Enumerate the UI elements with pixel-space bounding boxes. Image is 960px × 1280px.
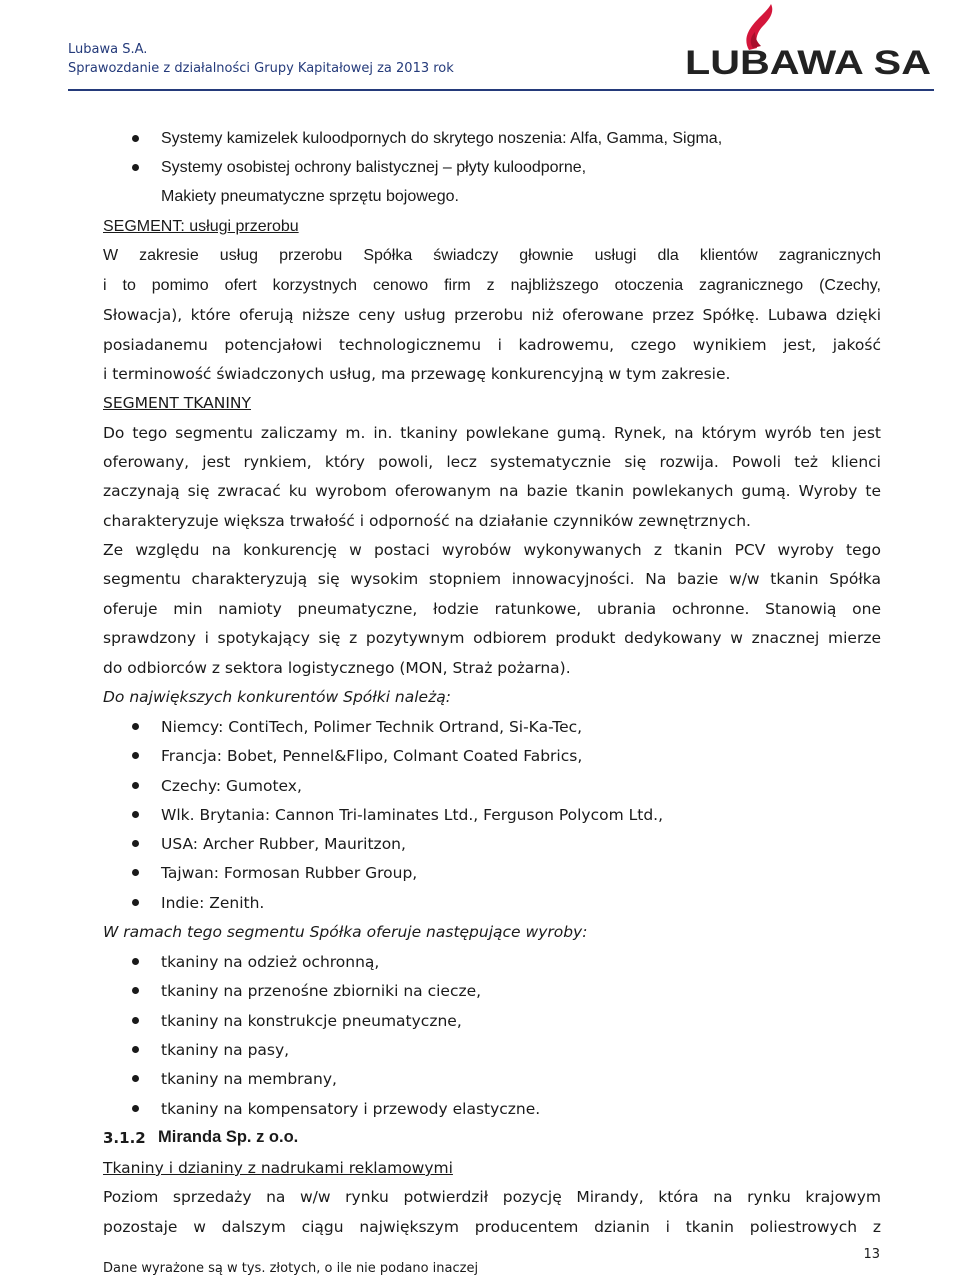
- list-item: Niemcy: ContiTech, Polimer Technik Ortrand, Si-Ka-Tec,: [161, 718, 583, 736]
- bullet-dot: [132, 135, 139, 142]
- list-item: Makiety pneumatyczne sprzętu bojowego.: [161, 188, 459, 205]
- list-item: Francja: Bobet, Pennel&Flipo, Colmant Coated Fabrics,: [161, 747, 583, 765]
- bullet-dot: [132, 987, 139, 994]
- footer-note: Dane wyrażone są w tys. złotych, o ile nie podano inaczej: [103, 1261, 479, 1276]
- report-title: Sprawozdanie z działalności Grupy Kapitałowej za 2013 rok: [68, 61, 454, 76]
- bullet-dot: [132, 1075, 139, 1082]
- list-item: Tajwan: Formosan Rubber Group,: [161, 864, 418, 882]
- list-item: Systemy osobistej ochrony balistycznej – płyty kuloodporne,: [161, 159, 587, 176]
- list-item: tkaniny na kompensatory i przewody elastyczne.: [161, 1100, 541, 1118]
- paragraph-line: Słowacja), które oferują niższe ceny usług przerobu niż oferowane przez Spółkę. Lubawa dzięki: [103, 306, 881, 324]
- bullet-dot: [132, 752, 139, 759]
- paragraph-line: i terminowość świadczonych usług, ma przewagę konkurencyjną w tym zakresie.: [103, 365, 731, 383]
- company-name: Lubawa S.A.: [68, 42, 148, 57]
- paragraph-line: segmentu charakteryzują się wysokim stopniem innowacyjności. Na bazie w/w tkanin Spółka: [103, 570, 881, 588]
- bullet-dot: [132, 782, 139, 789]
- paragraph-line: oferuje min namioty pneumatyczne, łodzie ratunkowe, ubrania ochronne. Stanowią one: [103, 600, 881, 618]
- list-item: Wlk. Brytania: Cannon Tri-laminates Ltd., Ferguson Polycom Ltd.,: [161, 806, 664, 824]
- paragraph-line: W zakresie usług przerobu Spółka świadczy głownie usługi dla klientów zagranicznych: [103, 247, 881, 264]
- list-item: Indie: Zenith.: [161, 894, 265, 912]
- products-heading: W ramach tego segmentu Spółka oferuje następujące wyroby:: [103, 923, 588, 941]
- section-number: 3.1.2: [103, 1129, 146, 1147]
- paragraph-line: pozostaje w dalszym ciągu największym producentem dzianin i tkanin poliestrowych z: [103, 1218, 881, 1236]
- list-item: tkaniny na membrany,: [161, 1070, 337, 1088]
- page-number: 13: [863, 1247, 880, 1262]
- list-item: tkaniny na konstrukcje pneumatyczne,: [161, 1012, 462, 1030]
- list-item: tkaniny na przenośne zbiorniki na ciecze,: [161, 982, 482, 1000]
- list-item: tkaniny na odzież ochronną,: [161, 953, 380, 971]
- list-item: tkaniny na pasy,: [161, 1041, 290, 1059]
- paragraph-line: Do tego segmentu zaliczamy m. in. tkaniny powlekane gumą. Rynek, na którym wyrób ten jest: [103, 424, 881, 442]
- bullet-dot: [132, 723, 139, 730]
- segment-heading: SEGMENT TKANINY: [103, 394, 251, 412]
- competitors-heading: Do największych konkurentów Spółki należą:: [103, 688, 451, 706]
- bullet-dot: [132, 811, 139, 818]
- paragraph-line: posiadanemu potencjałowi technologicznemu i kadrowemu, czego wynikiem jest, jakość: [103, 336, 881, 354]
- paragraph-line: zaczynają się zwracać ku wyrobom oferowanym na bazie tkanin powlekanych gumą. Wyroby te: [103, 482, 881, 500]
- bullet-dot: [132, 899, 139, 906]
- header-rule: [68, 89, 934, 91]
- paragraph-line: oferowany, jest rynkiem, który powoli, lecz systematycznie się rozwija. Powoli też klienci: [103, 453, 881, 471]
- section-subheading: Tkaniny i dzianiny z nadrukami reklamowymi: [103, 1159, 453, 1177]
- segment-heading: SEGMENT: usługi przerobu: [103, 218, 299, 235]
- paragraph-line: Poziom sprzedaży na w/w rynku potwierdził pozycję Mirandy, która na rynku krajowym: [103, 1188, 881, 1206]
- bullet-dot: [132, 958, 139, 965]
- bullet-dot: [132, 1105, 139, 1112]
- paragraph-line: charakteryzuje większa trwałość i odporność na działanie czynników zewnętrznych.: [103, 512, 751, 530]
- bullet-dot: [132, 869, 139, 876]
- paragraph-line: i to pomimo ofert korzystnych cenowo firm z najbliższego otoczenia zagranicznego (Czechy,: [103, 277, 881, 294]
- logo-wordmark: LUBAWA SA: [685, 44, 931, 82]
- section-title: Miranda Sp. z o.o.: [158, 1128, 299, 1146]
- paragraph-line: sprawdzony i spotykający się z pozytywnym odbiorem produkt dedykowany w znacznej mierze: [103, 629, 881, 647]
- list-item: Systemy kamizelek kuloodpornych do skrytego noszenia: Alfa, Gamma, Sigma,: [161, 130, 723, 147]
- paragraph-line: do odbiorców z sektora logistycznego (MON, Straż pożarna).: [103, 659, 571, 677]
- paragraph-line: Ze względu na konkurencję w postaci wyrobów wykonywanych z tkanin PCV wyroby tego: [103, 541, 881, 559]
- bullet-dot: [132, 1017, 139, 1024]
- list-item: USA: Archer Rubber, Mauritzon,: [161, 835, 406, 853]
- lubawa-logo: [683, 2, 935, 84]
- bullet-dot: [132, 164, 139, 171]
- list-item: Czechy: Gumotex,: [161, 777, 302, 795]
- report-header: [68, 40, 454, 78]
- bullet-dot: [132, 840, 139, 847]
- bullet-dot: [132, 1046, 139, 1053]
